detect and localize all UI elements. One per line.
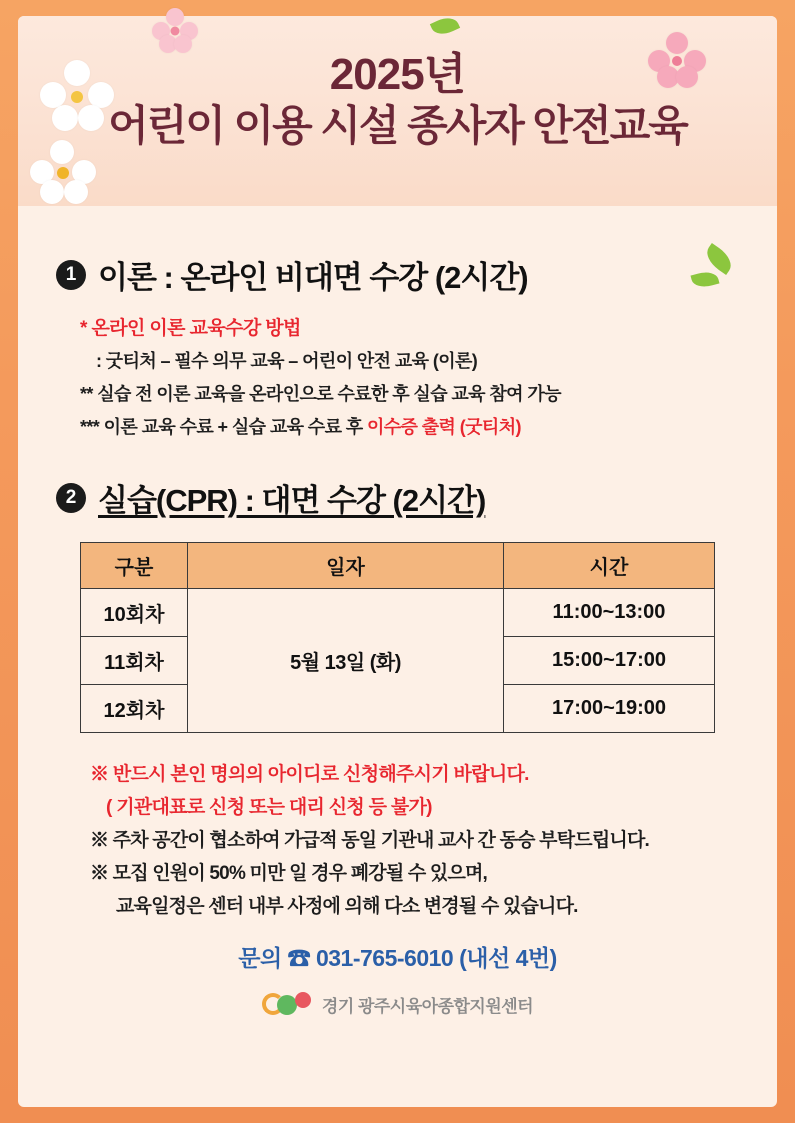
section-2-note-3: ※ 모집 인원이 50% 미만 일 경우 폐강될 수 있으며,: [90, 863, 488, 884]
table-header-gubun: 구분: [81, 543, 188, 589]
section-1-note-0: * 온라인 이론 교육수강 방법: [80, 318, 301, 339]
section-2-heading: [18, 475, 777, 520]
section-2-note-2: ※ 주차 공간이 협소하여 가급적 동일 기관내 교사 간 동승 부탁드립니다.: [90, 830, 649, 851]
section-2-note-0: ※ 반드시 본인 명의의 아이디로 신청해주시기 바랍니다.: [90, 764, 529, 785]
footer-logo: [18, 991, 777, 1017]
schedule-table: [80, 542, 715, 733]
section-2-note-4: 교육일정은 센터 내부 사정에 의해 다소 변경될 수 있습니다.: [116, 896, 578, 917]
table-header-date: 일자: [188, 543, 504, 589]
schedule-table-head: [81, 543, 715, 589]
section-2-number: 2: [56, 483, 86, 513]
section-1-note-2: ** 실습 전 이론 교육을 온라인으로 수료한 후 실습 교육 참여 가능: [80, 384, 561, 404]
section-1-note-3-prefix: *** 이론 교육 수료 + 실습 교육 수료 후: [80, 417, 367, 437]
section-1-note-3-highlight: 이수증 출력 (굿티처): [366, 417, 521, 437]
table-header-time: 시간: [504, 543, 715, 589]
row-1-time: 15:00~17:00: [504, 637, 715, 685]
schedule-table-body: [81, 589, 715, 733]
row-0-gubun: 10회차: [81, 589, 188, 637]
section-1-note-1: : 굿티처 – 필수 의무 교육 – 어린이 안전 교육 (이론): [96, 351, 478, 371]
section-1-note-3: [80, 413, 777, 439]
table-date-cell: 5월 13일 (화): [188, 589, 504, 733]
row-2-gubun: 12회차: [81, 685, 188, 733]
section-1-heading: [18, 252, 777, 297]
section-2-note-1: ( 기관대표로 신청 또는 대리 신청 등 불가): [106, 797, 432, 818]
section-2-title: 실습(CPR) : 대면 수강 (2시간): [98, 483, 486, 518]
row-1-gubun: 11회차: [81, 637, 188, 685]
footer-organization: 경기 광주시육아종합지원센터: [321, 996, 534, 1016]
center-logo-icon: [262, 991, 314, 1017]
poster-title: [18, 50, 777, 152]
title-line-2: 어린이 이용 시설 종사자 안전교육: [108, 102, 687, 150]
row-2-time: 17:00~19:00: [504, 685, 715, 733]
section-2-notes: [18, 759, 777, 918]
section-1-title: 이론 : 온라인 비대면 수강 (2시간): [98, 260, 528, 295]
contact-line: 문의 ☎ 031-765-6010 (내선 4번): [238, 945, 557, 971]
title-line-1: 2025년: [329, 50, 466, 99]
table-header-row: [81, 543, 715, 589]
table-row: [81, 589, 715, 637]
pink-blossom-icon: [152, 8, 198, 54]
section-1-notes: [18, 313, 777, 439]
poster-content: [18, 206, 777, 1107]
section-1-number: 1: [56, 260, 86, 290]
row-0-time: 11:00~13:00: [504, 589, 715, 637]
